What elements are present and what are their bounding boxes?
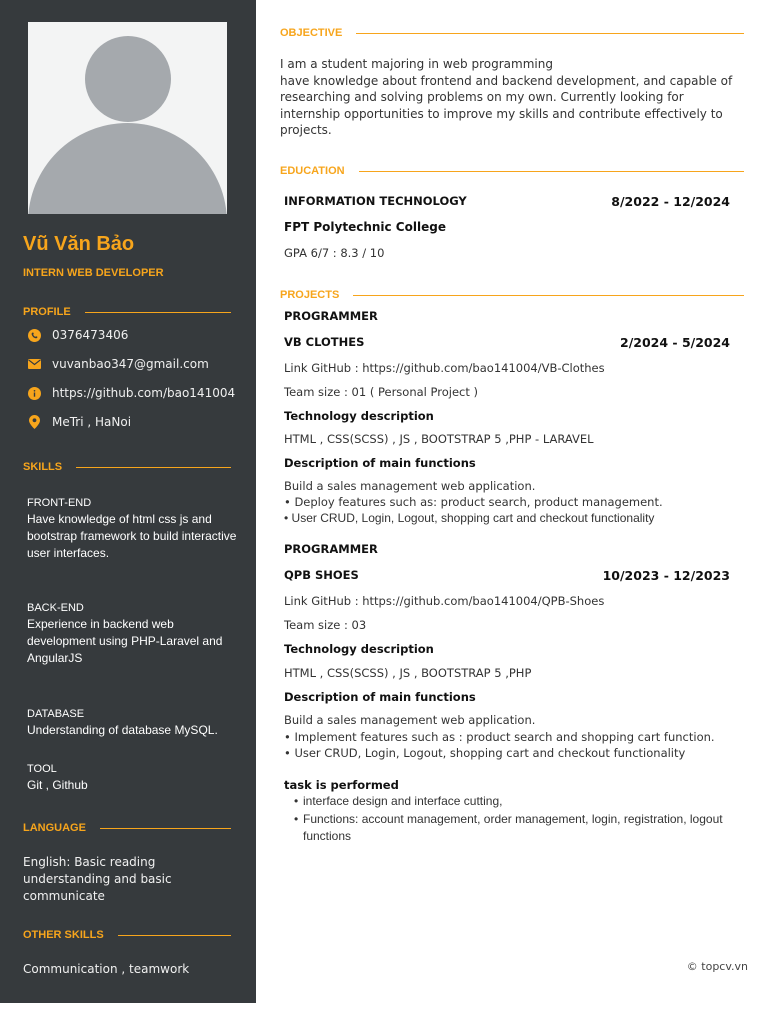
footer-credit[interactable]: © topcv.vn: [686, 960, 748, 973]
task-item: [294, 811, 738, 845]
location-pin-icon: [27, 415, 41, 429]
sidebar: [0, 0, 256, 1003]
skill-text: Have knowledge of html css js and bootstrap framework to build interactive user interfaces.: [27, 512, 237, 560]
skill-text: Understanding of database MySQL.: [27, 723, 218, 737]
phone-number[interactable]: 0376473406: [52, 328, 129, 342]
skills-heading: [23, 461, 231, 473]
language-text: English: Basic reading understanding and basic communicate: [23, 855, 172, 903]
project-desc-line: • User CRUD, Login, Logout, shopping cart and checkout functionality: [284, 746, 686, 760]
project-tech: HTML , CSS(SCSS) , JS , BOOTSTRAP 5 ,PHP - LARAVEL: [284, 432, 594, 446]
profile-heading-label: PROFILE: [23, 306, 71, 318]
envelope-icon: [27, 357, 41, 371]
project-desc-label: Description of main functions: [284, 456, 476, 470]
project-desc-line: • User CRUD, Login, Logout, shopping cart and checkout functionality: [284, 511, 655, 525]
skill-title: BACK-END: [27, 602, 84, 614]
projects-heading-label: PROJECTS: [280, 289, 340, 301]
skill-text: Git , Github: [27, 778, 88, 792]
phone-icon: [27, 328, 41, 342]
education-heading-label: EDUCATION: [280, 165, 345, 177]
project-dates: 10/2023 - 12/2023: [602, 568, 730, 583]
education-gpa: GPA 6/7 : 8.3 / 10: [284, 246, 385, 260]
contact-phone: [27, 328, 128, 342]
task-item-text: Functions: account management, order management, login, registration, logout functions: [303, 812, 723, 843]
skills-heading-label: SKILLS: [23, 461, 63, 473]
objective-text: I am a student majoring in web programming have knowledge about frontend and backend development, and capable of researching and solving problems on my own. Currently looking for internship opportunities to improve my skills and contribute effectively to projects.: [280, 57, 733, 137]
github-link[interactable]: https://github.com/bao141004: [52, 386, 236, 400]
skill-title: TOOL: [27, 763, 57, 775]
location-text: MeTri , HaNoi: [52, 415, 132, 429]
bullet-icon: •: [294, 794, 299, 808]
other-skills-heading: [23, 929, 231, 941]
other-skills-heading-label: OTHER SKILLS: [23, 929, 104, 941]
language-heading-label: LANGUAGE: [23, 822, 86, 834]
project-name: [284, 568, 730, 582]
education-school: FPT Polytechnic College: [284, 220, 446, 234]
projects-heading: [280, 289, 744, 301]
candidate-name: Vũ Văn Bảo: [23, 233, 135, 255]
project-desc-label: Description of main functions: [284, 690, 476, 704]
project-tech-label: Technology description: [284, 409, 434, 423]
project-desc-line: Build a sales management web application.: [284, 479, 536, 493]
skill-title: DATABASE: [27, 708, 85, 720]
project-desc-line: Build a sales management web application.: [284, 713, 536, 727]
project-role: PROGRAMMER: [284, 542, 378, 556]
project-team: Team size : 01 ( Personal Project ): [284, 385, 478, 399]
project-name: [284, 335, 730, 349]
language-heading: [23, 822, 231, 834]
education-dates: 8/2022 - 12/2024: [611, 194, 730, 209]
project-name-label: VB CLOTHES: [284, 335, 365, 349]
objective-heading-label: OBJECTIVE: [280, 27, 343, 39]
avatar-head: [85, 36, 171, 122]
project-name-label: QPB SHOES: [284, 568, 359, 582]
project-link[interactable]: Link GitHub : https://github.com/bao141004/VB-Clothes: [284, 361, 605, 375]
bullet-icon: •: [294, 812, 299, 826]
project-tech-label: Technology description: [284, 642, 434, 656]
project-team: Team size : 03: [284, 618, 367, 632]
project-tech: HTML , CSS(SCSS) , JS , BOOTSTRAP 5 ,PHP: [284, 666, 532, 680]
email-address[interactable]: vuvanbao347@gmail.com: [52, 357, 209, 371]
info-icon: [27, 386, 41, 400]
candidate-role: INTERN WEB DEVELOPER: [23, 267, 164, 279]
task-item-text: interface design and interface cutting,: [303, 794, 503, 808]
avatar-body: [28, 123, 227, 214]
contact-email: [27, 357, 209, 371]
avatar: [28, 22, 227, 214]
contact-location: [27, 415, 131, 429]
objective-heading: [280, 27, 744, 39]
skill-title: FRONT-END: [27, 497, 92, 509]
task-label: task is performed: [284, 778, 399, 792]
education-major-label: INFORMATION TECHNOLOGY: [284, 194, 467, 208]
contact-github: [27, 386, 235, 400]
education-major: [284, 194, 730, 208]
education-heading: [280, 165, 744, 177]
profile-heading: [23, 306, 231, 318]
other-skills-text: Communication , teamwork: [23, 962, 190, 976]
project-desc-line: • Deploy features such as: product search, product management.: [284, 495, 663, 509]
project-dates: 2/2024 - 5/2024: [620, 335, 730, 350]
task-item: [294, 794, 738, 808]
skill-text: Experience in backend web development using PHP-Laravel and AngularJS: [27, 617, 223, 665]
project-role: PROGRAMMER: [284, 309, 378, 323]
project-desc-line: • Implement features such as : product search and shopping cart function.: [284, 730, 715, 744]
project-link[interactable]: Link GitHub : https://github.com/bao141004/QPB-Shoes: [284, 594, 605, 608]
